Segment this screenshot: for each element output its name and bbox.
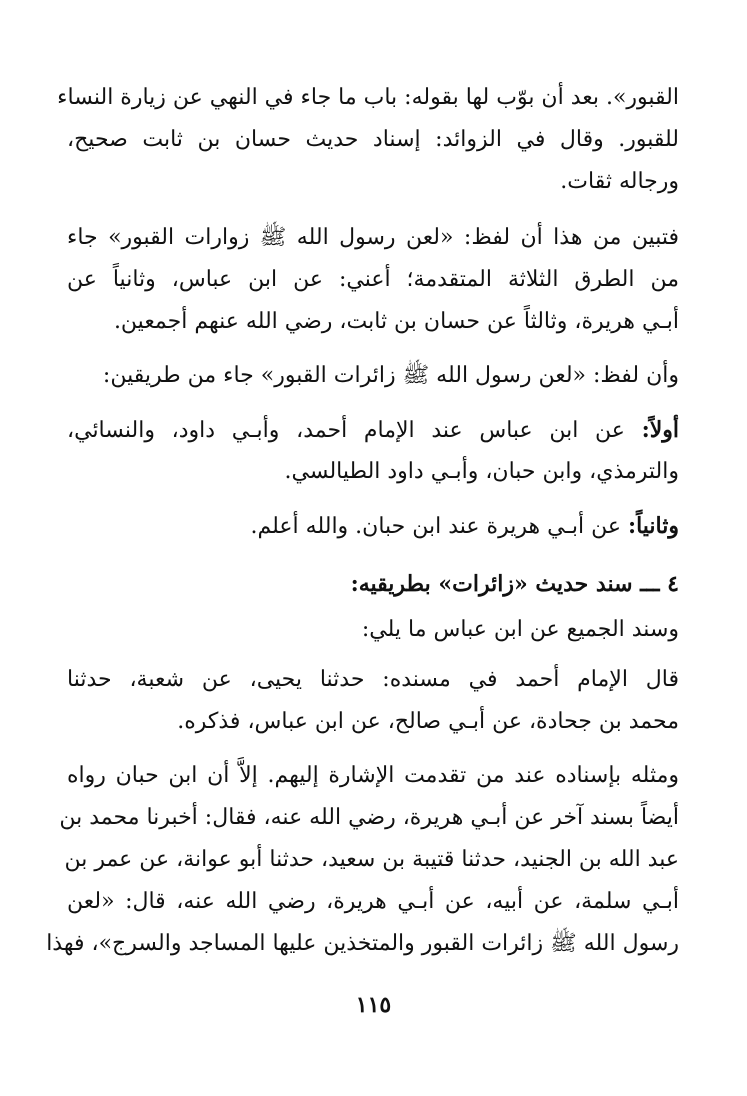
text-line: للقبور. وقال في الزوائد: إسناد حديث حسان بن ثابت صحيح، <box>67 127 679 152</box>
text-line <box>67 410 679 450</box>
text-line: رسول الله ﷺ زائرات القبور والمتخذين عليها المساجد والسرج»، فهذا <box>46 931 679 956</box>
text-line-content: عن ابن عباس عند الإمام أحمد، وأبـي داود، والنسائي، <box>67 418 642 443</box>
text-line: فتبين من هذا أن لفظ: «لعن رسول الله ﷺ زوارات القبور» جاء <box>67 225 679 250</box>
text-line: القبور». بعد أن بوّب لها بقوله: باب ما جاء في النهي عن زيارة النساء <box>57 85 679 110</box>
text-line: من الطرق الثلاثة المتقدمة؛ أعني: عن ابن عباس، وثانياً عن <box>67 267 679 292</box>
text-line: عبد الله بن الجنيد، حدثنا قتيبة بن سعيد، حدثنا أبو عوانة، عن عمر بن <box>64 847 679 872</box>
text-line: ورجاله ثقات. <box>560 169 679 194</box>
text-line-content: عن أبـي هريرة عند ابن حبان. والله أعلم. <box>250 514 628 539</box>
text-line: ومثله بإسناده عند من تقدمت الإشارة إليهم. إلاَّ أن ابن حبان رواه <box>67 763 679 788</box>
section-heading: ٤ ـــ سند حديث «زائرات» بطريقيه: <box>350 571 679 597</box>
text-line: محمد بن جحادة، عن أبـي صالح، عن ابن عباس، فذكره. <box>177 709 679 734</box>
text-line <box>67 506 679 546</box>
page-number: ١١٥ <box>355 992 392 1018</box>
text-line: والترمذي، وابن حبان، وأبـي داود الطيالسي. <box>284 459 679 484</box>
text-line: وسند الجميع عن ابن عباس ما يلي: <box>361 617 679 642</box>
text-line: وأن لفظ: «لعن رسول الله ﷺ زائرات القبور» جاء من طريقين: <box>102 363 679 388</box>
text-line: أيضاً بسند آخر عن أبـي هريرة، رضي الله عنه، فقال: أخبرنا محمد بن <box>59 805 679 830</box>
text-line: أبـي هريرة، وثالثاً عن حسان بن ثابت، رضي الله عنهم أجمعين. <box>113 309 679 334</box>
text-line: أبـي سلمة، عن أبيه، عن أبـي هريرة، رضي الله عنه، قال: «لعن <box>67 889 679 914</box>
enumeration-label: وثانياً: <box>627 513 679 539</box>
text-line: قال الإمام أحمد في مسنده: حدثنا يحيى، عن شعبة، حدثنا <box>67 667 679 692</box>
enumeration-label: أولاً: <box>641 417 679 443</box>
